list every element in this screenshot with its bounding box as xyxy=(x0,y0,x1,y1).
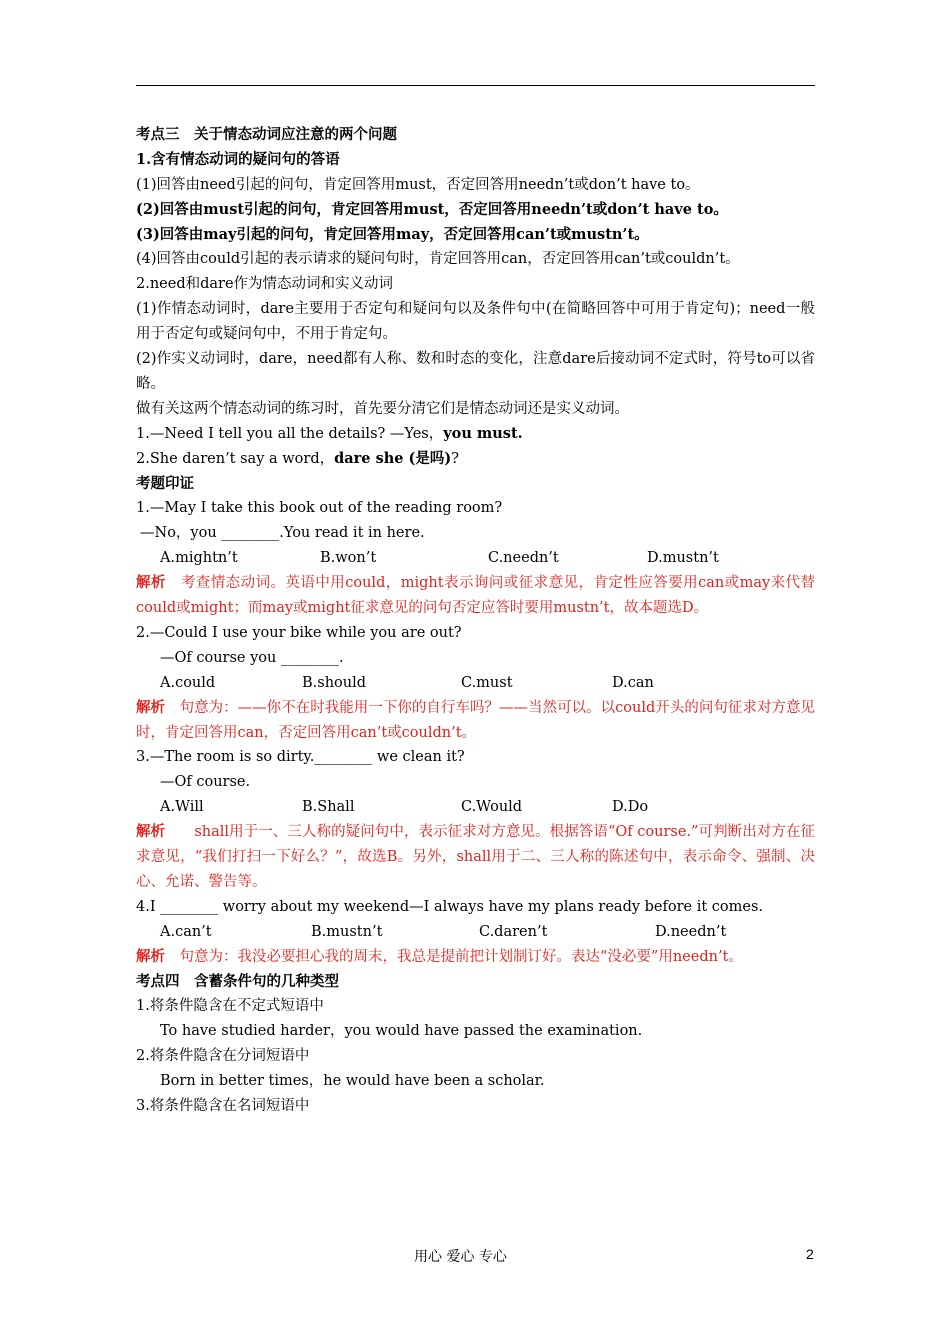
analysis-label: 解析 xyxy=(136,947,165,965)
example-text: ? xyxy=(451,450,460,467)
document-body xyxy=(136,123,815,1119)
option: D.needn’t xyxy=(655,923,727,940)
option: B.mustn’t xyxy=(311,923,383,940)
analysis xyxy=(136,696,815,746)
paragraph: (4)回答由could引起的表示请求的疑问句时，肯定回答用can，否定回答用can’t或couldn’t。 xyxy=(136,251,740,268)
option: A.can’t xyxy=(160,923,212,940)
example-sentence xyxy=(136,422,815,447)
option: B.won’t xyxy=(320,550,377,567)
question-stem: 4.I ________ worry about my weekend—I always have my plans ready before it comes. xyxy=(136,898,764,915)
option: A.could xyxy=(160,674,216,691)
analysis xyxy=(136,820,815,895)
analysis-text: 考查情态动词。英语中用could，might表示询问或征求意见，肯定性应答要用can或may来代替could或might；而may或might征求意见的问句否定应答时要用mustn’t，故本题选D。 xyxy=(136,575,815,617)
example-text: 2.She daren’t say a word， xyxy=(136,450,335,467)
subsection-title: 1.将条件隐含在不定式短语中 xyxy=(136,998,324,1015)
subsection-title: 3.将条件隐含在名词短语中 xyxy=(136,1098,310,1115)
option: A.Will xyxy=(160,799,204,816)
analysis-text: 句意为：我没必要担心我的周末，我总是提前把计划制订好。表达“没必要”用needn’t。 xyxy=(179,948,743,965)
paragraph: (2)回答由must引起的问句，肯定回答用must，否定回答用needn’t或don’t have to。 xyxy=(136,200,728,218)
option: D.Do xyxy=(612,799,649,816)
question-stem: 1.—May I take this book out of the reading room? xyxy=(136,500,503,517)
option: D.can xyxy=(612,674,654,691)
option: C.Would xyxy=(461,799,523,816)
question-stem: —Of course you ________. xyxy=(160,649,344,666)
answer-options xyxy=(136,795,815,820)
example-emphasis: you must. xyxy=(443,424,523,442)
option: C.daren’t xyxy=(479,923,548,940)
analysis xyxy=(136,945,815,970)
analysis-label: 解析 xyxy=(136,574,166,592)
question-stem: 2.—Could I use your bike while you are out? xyxy=(136,624,462,641)
question-stem: 3.—The room is so dirty.________ we clean it? xyxy=(136,749,465,766)
paragraph: (1)回答由need引起的问句，肯定回答用must，否定回答用needn’t或don’t have to。 xyxy=(136,176,700,193)
analysis-text: shall用于一、三人称的疑问句中，表示征求对方意见。根据答语“Of course.”可判断出对方在征求意见，“我们打扫一下好么？”，故选B。另外，shall用于二、三人称的陈述句中，表示命令、强制、决心、允诺、警告等。 xyxy=(136,824,816,890)
answer-options xyxy=(136,671,815,696)
paragraph: (3)回答由may引起的问句，肯定回答用may，否定回答用can’t或mustn’t。 xyxy=(136,225,649,243)
section-heading: 考题印证 xyxy=(136,474,194,492)
question-stem: —Of course. xyxy=(160,774,251,791)
answer-options xyxy=(136,546,815,571)
option: D.mustn’t xyxy=(647,550,719,567)
paragraph: (2)作实义动词时，dare，need都有人称、数和时态的变化，注意dare后接动词不定式时，符号to可以省略。 xyxy=(136,351,815,392)
subsection-title: 1.含有情态动词的疑问句的答语 xyxy=(136,150,340,168)
example-sentence xyxy=(136,447,815,472)
option: A.mightn’t xyxy=(160,550,238,567)
analysis-label: 解析 xyxy=(136,698,166,716)
example-emphasis: dare she (是吗) xyxy=(334,449,452,467)
option: B.Shall xyxy=(302,799,355,816)
subsection-title: 2.将条件隐含在分词短语中 xyxy=(136,1048,310,1065)
example-sentence: To have studied harder，you would have passed the examination. xyxy=(160,1023,643,1040)
option: C.must xyxy=(461,674,513,691)
example-text: 1.—Need I tell you all the details? —Yes， xyxy=(136,425,444,442)
subsection-title: 2.need和dare作为情态动词和实义动词 xyxy=(136,276,394,293)
option: C.needn’t xyxy=(488,550,559,567)
paragraph: 做有关这两个情态动词的练习时，首先要分清它们是情态动词还是实义动词。 xyxy=(136,400,629,417)
example-sentence: Born in better times，he would have been a scholar. xyxy=(160,1073,545,1090)
analysis-text: 句意为：——你不在时我能用一下你的自行车吗？——当然可以。以could开头的问句征求对方意见时，肯定回答用can，否定回答用can’t或couldn’t。 xyxy=(136,699,816,741)
section-title: 考点四 含蓄条件句的几种类型 xyxy=(136,972,339,990)
option: B.should xyxy=(302,674,367,691)
answer-options xyxy=(136,920,815,945)
header-rule xyxy=(136,85,815,86)
question-stem: —No，you ________.You read it in here. xyxy=(140,525,425,542)
section-title: 考点三 关于情态动词应注意的两个问题 xyxy=(136,126,397,143)
page-number: 2 xyxy=(806,1246,814,1262)
analysis-label: 解析 xyxy=(136,823,166,841)
footer-motto: 用心 爱心 专心 xyxy=(414,1249,507,1265)
analysis xyxy=(136,571,815,621)
paragraph: (1)作情态动词时，dare主要用于否定句和疑问句以及条件句中(在简略回答中可用于肯定句)；need一般用于否定句或疑问句中，不用于肯定句。 xyxy=(136,301,815,343)
